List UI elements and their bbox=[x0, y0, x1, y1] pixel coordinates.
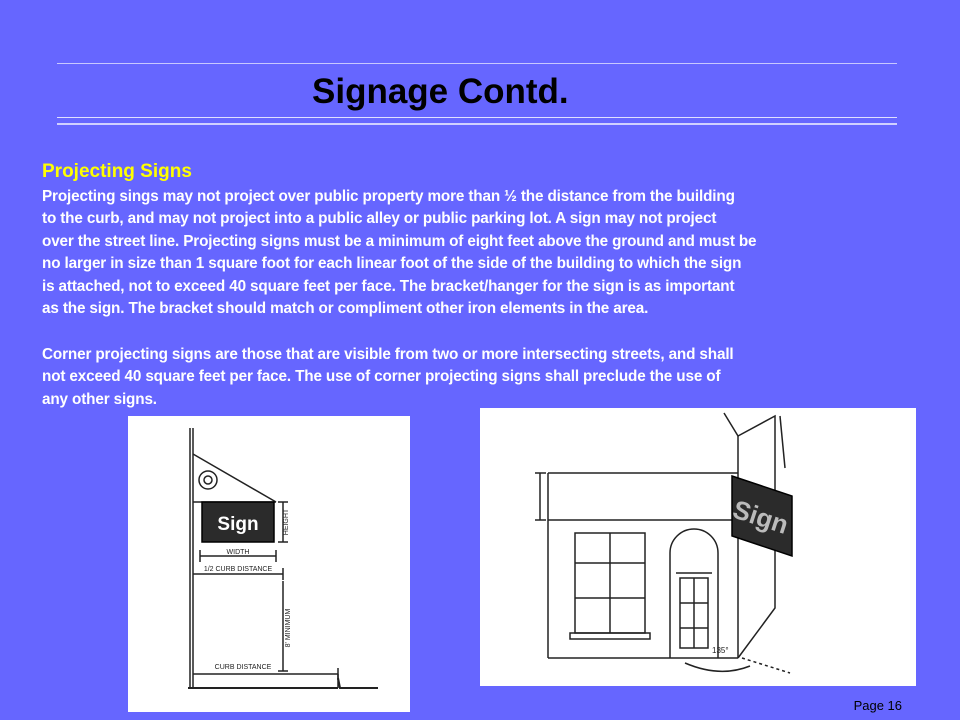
curb-distance-label: CURB DISTANCE bbox=[214, 664, 272, 671]
corner-sign-text: Sign bbox=[729, 493, 793, 540]
half-curb-label: 1/2 CURB DISTANCE bbox=[203, 566, 273, 573]
height-label: HEIGHT bbox=[283, 508, 290, 536]
projecting-sign-drawing bbox=[128, 416, 410, 712]
minimum-label: 8' MINIMUM bbox=[285, 608, 292, 648]
corner-sign-diagram bbox=[480, 408, 916, 686]
section-heading: Projecting Signs bbox=[42, 161, 192, 182]
bracket-scroll bbox=[199, 471, 217, 489]
bracket-scroll-inner bbox=[204, 476, 212, 484]
slide-title: Signage Contd. bbox=[312, 72, 569, 111]
corner-sign-drawing bbox=[480, 408, 916, 686]
width-label: WIDTH bbox=[226, 549, 250, 556]
projecting-sign-diagram bbox=[128, 416, 410, 712]
corner-signs-paragraph: Corner projecting signs are those that are visible from two or more intersecting streets, and shall not exceed 40 square feet per face. The use of corner projecting signs shall preclude the use of any other signs. bbox=[42, 346, 734, 408]
angle-label: 135° bbox=[712, 646, 729, 655]
sign-text: Sign bbox=[217, 514, 259, 535]
title-rule-bottom bbox=[57, 117, 897, 125]
title-rule-top bbox=[57, 63, 897, 64]
page-number: Page 16 bbox=[853, 698, 902, 713]
bracket-diagonal bbox=[193, 454, 276, 502]
projecting-signs-paragraph: Projecting sings may not project over public property more than ½ the distance from the building to the curb, and may not project into a public alley or public parking lot. A sign may not project over the street line. Projecting signs must be a minimum of eight feet above the ground and must be no larger in size than 1 square foot for each linear foot of the side of the building to which the sign is attached, not to exceed 40 square feet per face. The bracket/hanger for the sign is as important as the sign. The bracket should match or compliment other iron elements in the area. bbox=[42, 188, 757, 318]
